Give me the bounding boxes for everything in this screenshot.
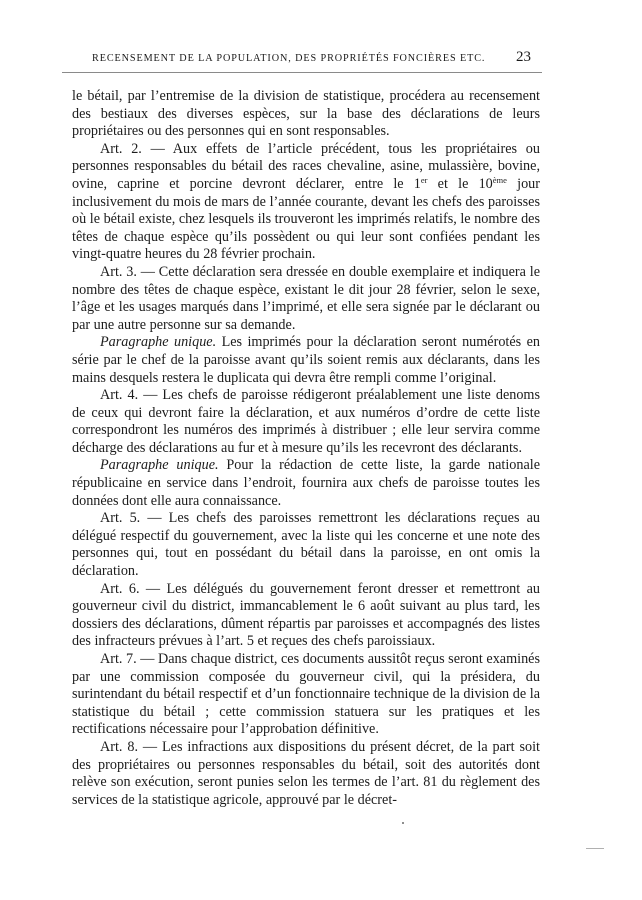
paragraph-unique-2-lead: Paragraphe unique. [100, 457, 219, 474]
paragraph-article-3: Art. 3. — Cette déclaration sera dressée en double exemplaire et indiquera le nombre des têtes de chaque espèce, existant le dit jour 28 février, selon le sexe, l’âge et les usages marqués dans l’imprimé, et elle sera signée par le déclarant ou par une autre personne sur sa demande. [72, 263, 540, 333]
superscript-er: er [420, 174, 428, 185]
page-number: 23 [516, 49, 531, 65]
paragraph-article-8: Art. 8. — Les infractions aux dispositions du présent décret, de la part soit des propriétaires ou personnes responsables du bétail, soit des autorités dont relève son exécution, seront punies selon les termes de l’art. 81 du règlement des services de la statistique agricole, approuvé par le décret- [72, 738, 540, 808]
header-rule [62, 72, 542, 73]
superscript-eme: ème [492, 174, 507, 185]
paragraph-unique-1 [72, 334, 540, 387]
paragraph-article-7: Art. 7. — Dans chaque district, ces documents aussitôt reçus seront examinés par une commission composée du gouverneur civil, qui la présidera, du surintendant du bétail respectif et d’un fonctionnaire technique de la division de la statistique du bétail ; cette commission statuera sur les pratiques et les rectifications nécessaire pour l’approbation définitive. [72, 651, 540, 738]
paragraph-article-5: Art. 5. — Les chefs des paroisses remettront les déclarations reçues au délégué respectif du gouvernement, avec la liste qui les concerne et une note des personnes qui, tout en possédant du bétail dans la paroisse, en ont omis la déclaration. [72, 510, 540, 580]
paragraph-unique-2 [72, 457, 540, 510]
paragraph-continuation: le bétail, par l’entremise de la division de statistique, procédera au recensement des bestiaux des diverses espèces, sur la base des déclarations de leurs propriétaires ou des personnes qui en sont responsables. [72, 88, 540, 140]
print-speck [402, 822, 404, 824]
body-text [72, 88, 540, 809]
print-mark [586, 848, 604, 849]
paragraph-article-2 [72, 141, 540, 264]
article-2-text-part-3: jour inclusivement du mois de mars de l’année courante, devant les chefs des paroisses où le bétail existe, chez lesquels ils trouveront les imprimés relatifs, le nombre des têtes de chaque espèce qu’ils possèdent ou qui leur sont confiées pendant les vingt-quatre heures du 28 février prochain. [72, 175, 540, 263]
paragraph-article-6: Art. 6. — Les délégués du gouvernement feront dresser et remettront au gouverneur civil du district, immancablement le 6 août suivant au plus tard, les dossiers des déclarations, dûment répartis par paroisses et accompagnés des listes des infracteurs prévues à l’art. 5 et reçues des chefs paroissiaux. [72, 580, 540, 650]
running-header: RECENSEMENT DE LA POPULATION, DES PROPRIÉTÉS FONCIÈRES ETC. [92, 53, 486, 64]
article-2-text-part-2: et le 10 [427, 175, 493, 192]
paragraph-unique-2-text: Pour la rédaction de cette liste, la garde nationale républicaine en service dans l’endroit, fournira aux chefs de paroisse toutes les données dont elle aura connaissance. [72, 457, 541, 509]
article-2-text-part-1: Art. 2. — Aux effets de l’article précédent, tous les propriétaires ou personnes responsables du bétail des races chevaline, asine, mulassière, bovine, ovine, caprine et porcine devront déclarer, entre le 1 [72, 140, 540, 192]
paragraph-article-4: Art. 4. — Les chefs de paroisse rédigeront préalablement une liste denoms de ceux qui devront faire la déclaration, et aux numéros d’ordre de cette liste correspondront les numéros des imprimés à distribuer ; elle leur servira comme décharge des déclarations au fur et à mesure qu’ils les recevront des déclarants. [72, 387, 540, 456]
paragraph-unique-1-lead: Paragraphe unique. [100, 334, 217, 351]
paragraph-unique-1-text: Les imprimés pour la déclaration seront numérotés en série par le chef de la paroisse avant qu’ils soient remis aux déclarants, dans les mains desquels restera le duplicata qui devra être rempli comme l’original. [72, 334, 540, 386]
